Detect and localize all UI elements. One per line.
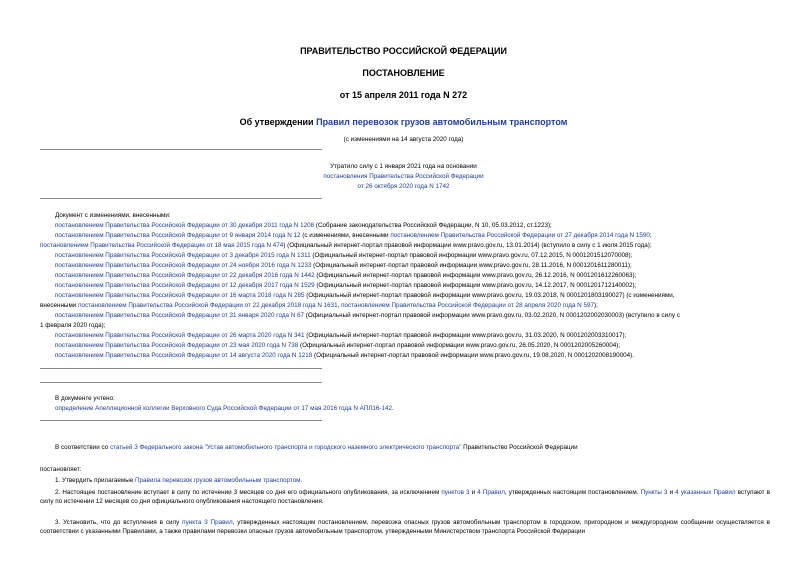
document-type: ПОСТАНОВЛЕНИЕ [362, 68, 445, 78]
list-item [40, 322, 770, 330]
amendments-note: (с изменениями на 14 августа 2020 года) [343, 136, 464, 143]
amendment-link[interactable]: постановлением Правительства Российской Федерации от 3 декабря 2015 года N 1311 [55, 252, 311, 259]
text: вступают в силу по истечении 12 месяцев со дня официального опубликования настоящего постановления. [40, 489, 770, 505]
divider [40, 382, 322, 383]
text: 1. Утвердить прилагаемые [55, 477, 135, 484]
government-name: ПРАВИТЕЛЬСТВО РОССИЙСКОЙ ФЕДЕРАЦИИ [300, 46, 507, 56]
list-item [40, 342, 770, 350]
paragraph-2 [40, 488, 770, 506]
list-item [40, 282, 770, 290]
considered-intro: В документе учтено: [55, 395, 115, 402]
amendment-source: ) (Официальный интернет-портал правовой информации www.pravo.gov.ru, 13.01.2014) (вступило в силу с 1 июля 2015 года); [283, 242, 652, 249]
list-item [40, 262, 770, 270]
document-date-number: от 15 апреля 2011 года N 272 [339, 90, 468, 100]
amendment-link[interactable]: постановлением Правительства Российской Федерации от 22 декабря 2018 года N 1631 [78, 302, 338, 309]
expired-line: Утратило силу с 1 января 2021 года на основании [330, 163, 477, 170]
amendment-link[interactable]: постановлением Правительства Российской Федерации от 16 марта 2018 года N 285 [55, 292, 305, 299]
list-item [40, 242, 770, 250]
amendment-source: (Официальный интернет-портал правовой информации www.pravo.gov.ru, 19.08.2020, N 0001202008190004). [312, 352, 635, 359]
rules-link[interactable]: Правила перевозок грузов автомобильным транспортом [135, 477, 301, 484]
text: и [469, 489, 478, 496]
amendment-link[interactable]: постановлением Правительства Российской Федерации от 27 декабря 2014 года N 1590 [390, 232, 650, 239]
amendment-source: (Официальный интернет-портал правовой информации www.pravo.gov.ru, 14.12.2017, N 0001201712140002); [314, 282, 637, 289]
paragraph-3 [40, 518, 770, 536]
amendment-link[interactable]: постановлением Правительства Российской Федерации от 18 мая 2015 года N 474 [40, 242, 284, 249]
considered-tail: . [392, 405, 394, 412]
clause-link[interactable]: 4 Правил [477, 489, 505, 496]
amendment-source: внесенными [40, 302, 79, 309]
expired-link-2[interactable]: от 26 октября 2020 года N 1742 [357, 183, 450, 190]
list-item [40, 302, 770, 310]
clause-link[interactable]: пункта 3 Правил [182, 519, 233, 526]
title-prefix: Об утверждении [239, 117, 317, 127]
divider [40, 368, 322, 369]
paragraph-1 [40, 477, 770, 485]
text: В соответствии со [55, 444, 110, 451]
amendment-link[interactable]: постановлением Правительства Российской Федерации от 9 января 2014 года N 12 [55, 232, 301, 239]
list-item [40, 312, 770, 320]
text: , утвержденных настоящим постановлением. [504, 489, 641, 496]
text: 2. Настоящее постановление вступает в силу по истечении 3 месяцев со дня его официального опубликования, за исключением [55, 489, 442, 496]
amendment-source: ; [649, 232, 652, 239]
amendment-link[interactable]: постановлением Правительства Российской Федерации от 24 ноября 2016 года N 1233 [55, 262, 312, 269]
list-item [40, 332, 770, 340]
amendment-source: (Официальный интернет-портал правовой информации www.pravo.gov.ru, 03.02.2020, N 0001202002030003) (вступило в силу с [304, 312, 680, 319]
expired-link-1[interactable]: постановления Правительства Российской Федерации [323, 173, 484, 180]
amendment-link[interactable]: постановлением Правительства Российской Федерации от 30 декабря 2011 года N 1208 [55, 222, 315, 229]
list-item [40, 252, 770, 260]
text: . [300, 477, 303, 484]
amendment-source: (Официальный интернет-портал правовой информации www.pravo.gov.ru, 31.03.2020, N 0001202003310017); [304, 332, 627, 339]
amendment-link[interactable]: постановлением Правительства Российской Федерации от 14 августа 2020 года N 1218 [55, 352, 313, 359]
amendment-source: (Официальный интернет-портал правовой информации www.pravo.gov.ru, 26.05.2020, N 0001202005260004); [298, 342, 621, 349]
court-ruling-link[interactable]: определение Апелляционной коллегии Верховного Суда Российской Федерации от 17 мая 2016 года N АПЛ16-142 [55, 405, 393, 412]
list-item [40, 232, 770, 240]
amendment-source: , [337, 302, 342, 309]
text: и [667, 489, 676, 496]
divider [40, 198, 322, 199]
amendment-link[interactable]: постановлением Правительства Российской Федерации от 23 мая 2020 года N 738 [55, 342, 299, 349]
amendment-source: (с изменениями, внесенными [300, 232, 391, 239]
amendment-source: 1 февраля 2020 года); [40, 322, 106, 329]
divider [40, 420, 322, 421]
amendment-link[interactable]: постановлением Правительства Российской Федерации от 22 декабря 2016 года N 1442 [55, 272, 315, 279]
clause-link[interactable]: пунктов 3 [441, 489, 470, 496]
paragraph-decree: постановляет: [40, 466, 82, 473]
amendment-source: (Официальный интернет-портал правовой информации www.pravo.gov.ru, 28.11.2016, N 0001201611280011); [311, 262, 632, 269]
clause-link[interactable]: Пункты 3 [640, 489, 668, 496]
considered-item [40, 405, 770, 413]
amendment-source: (Официальный интернет-портал правовой информации www.pravo.gov.ru, 26.12.2016, N 0001201612260063); [314, 272, 637, 279]
list-item [40, 272, 770, 280]
document-title [0, 117, 807, 127]
changes-intro: Документ с изменениями, внесенными: [55, 212, 171, 219]
amendment-link[interactable]: постановлением Правительства Российской Федерации от 12 декабря 2017 года N 1529 [55, 282, 315, 289]
amendment-source: (Собрание законодательства Российской Федерации, N 10, 05.03.2012, ст.1223); [314, 222, 552, 229]
rules-title-link[interactable]: Правил перевозок грузов автомобильным транспортом [316, 117, 568, 127]
amendment-link[interactable]: постановлением Правительства Российской Федерации от 31 января 2020 года N 67 [55, 312, 305, 319]
text: 3. Установить, что до вступления в силу [55, 519, 183, 526]
list-item [40, 352, 770, 360]
amendment-source: ); [593, 302, 598, 309]
text: , утвержденных настоящим постановлением, перевозка опасных грузов автомобильным транспортом в городском, пригородном и междугородном сообщении осуществляется в соответствии с указанными Правилами, а также правилами перевозки опасных грузов автомобильным транспортом, утвержденными Министерством транспорта Российской Федерации [40, 519, 771, 535]
divider [40, 149, 322, 150]
paragraph-preamble [40, 444, 770, 452]
law-article-link[interactable]: статьей 3 Федерального закона "Устав автомобильного транспорта и городского наземного электрического транспорта" [109, 444, 462, 451]
text: Правительство Российской Федерации [461, 444, 578, 451]
amendment-source: (Официальный интернет-портал правовой информации www.pravo.gov.ru, 07.12.2015, N 0001201512070008); [310, 252, 633, 259]
list-item [40, 292, 770, 300]
amendment-link[interactable]: постановлением Правительства Российской Федерации от 28 апреля 2020 года N 597 [341, 302, 594, 309]
clause-link[interactable]: 4 указанных Правил [675, 489, 736, 496]
amendment-link[interactable]: постановлением Правительства Российской Федерации от 26 марта 2020 года N 341 [55, 332, 305, 339]
list-item [40, 222, 770, 230]
amendment-source: (Официальный интернет-портал правовой информации www.pravo.gov.ru, 19.03.2018, N 0001201803190027) (с изменениями, [304, 292, 675, 299]
